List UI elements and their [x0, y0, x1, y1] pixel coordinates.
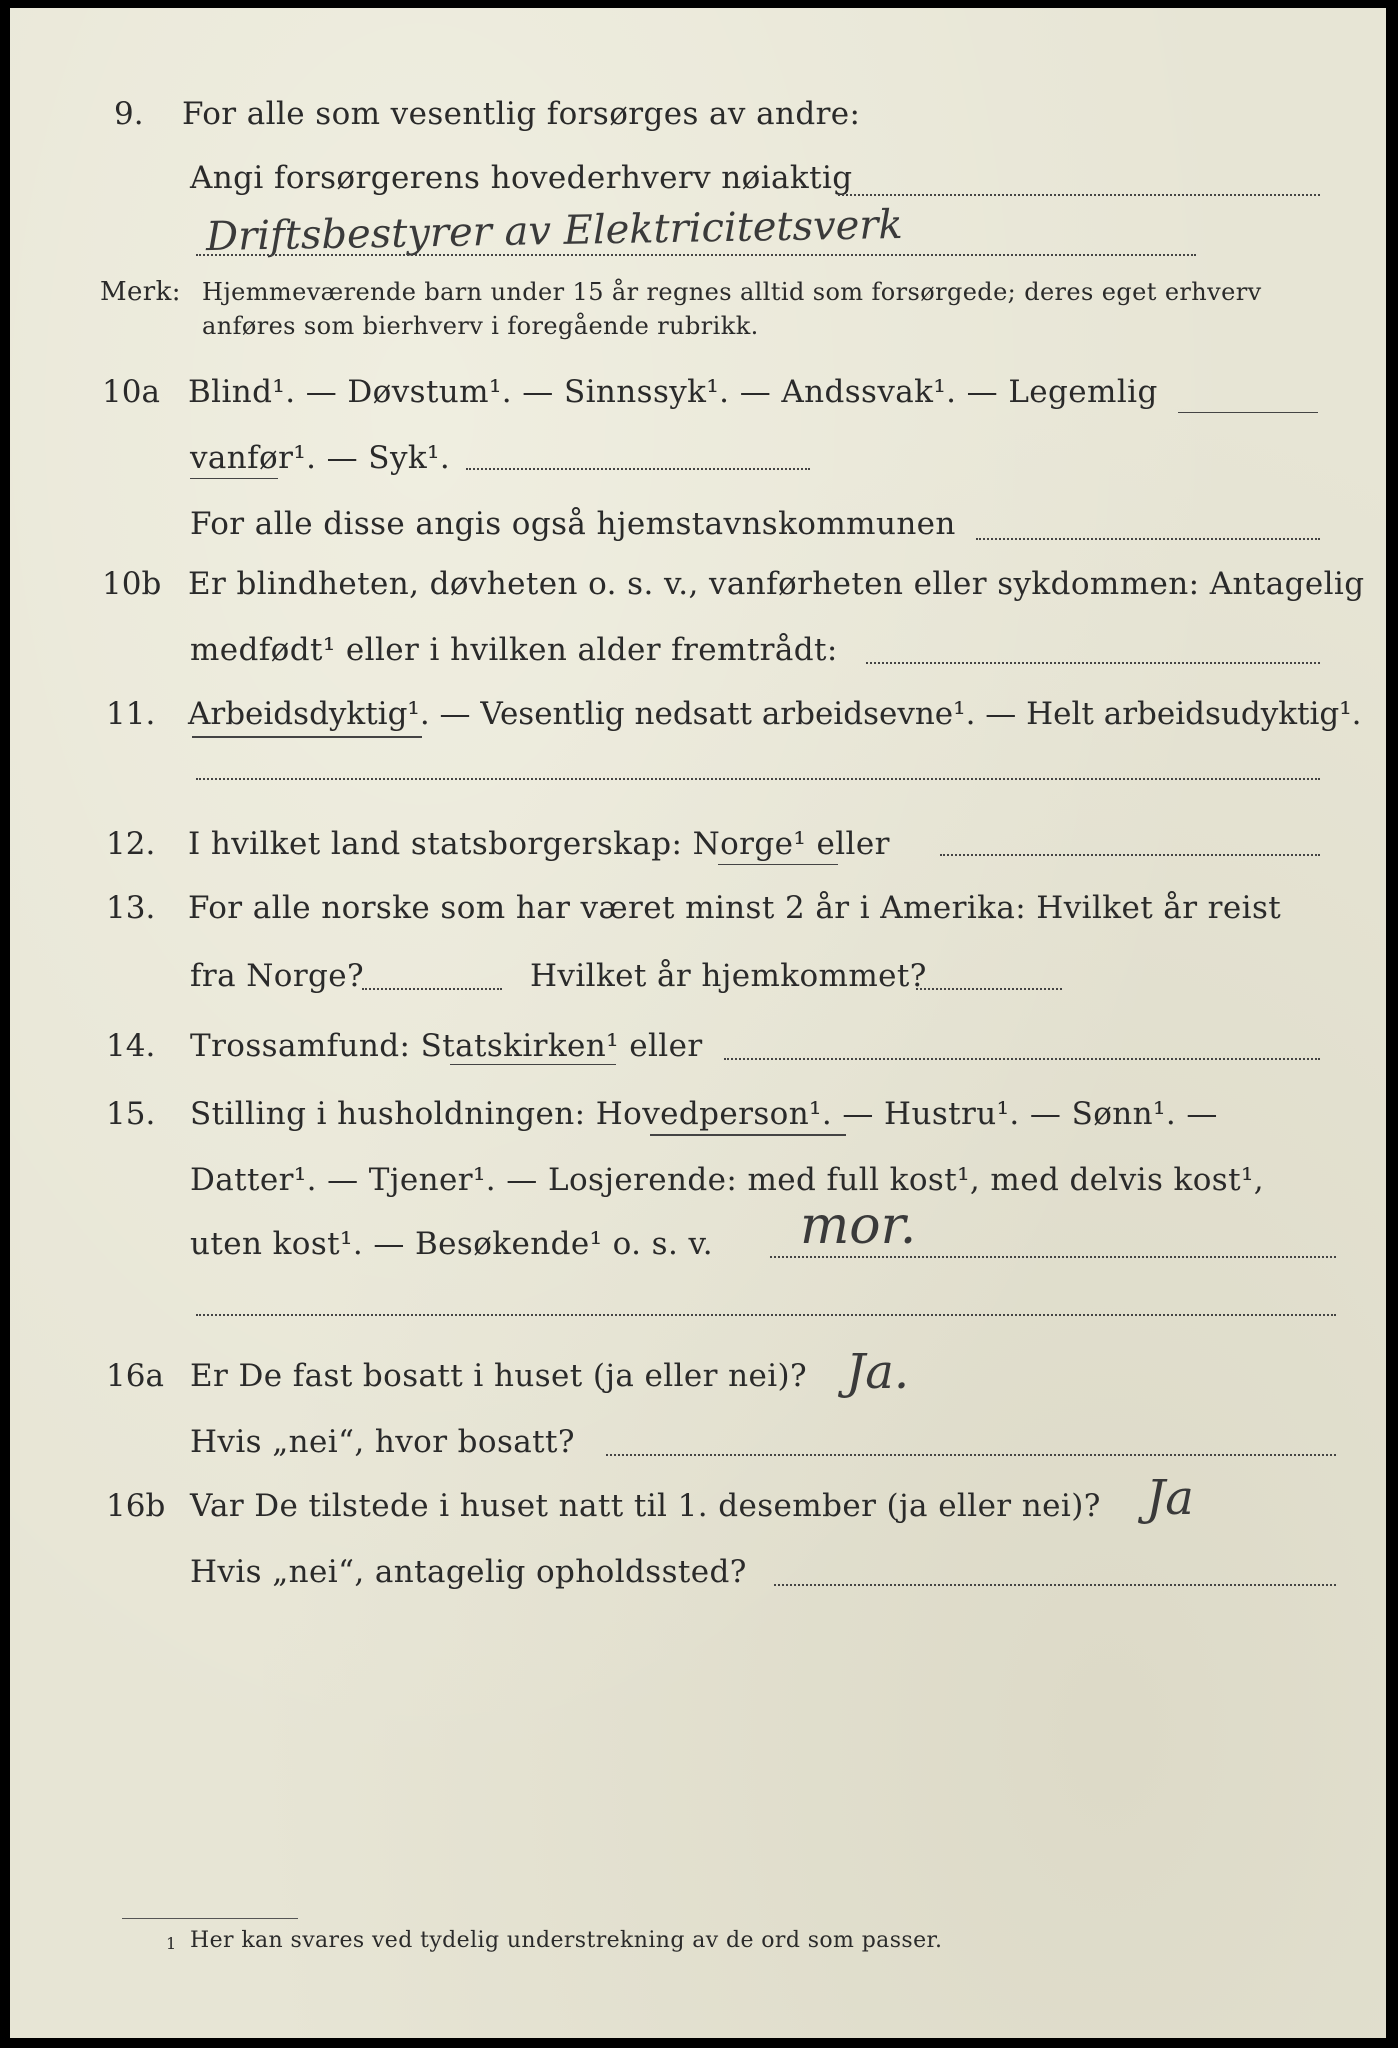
q16b-line1: Var De tilstede i huset natt til 1. desember (ja eller nei)?: [190, 1488, 1101, 1524]
q9-fill-line: [838, 194, 1320, 196]
q14-text: Trossamfund: Statskirken¹ eller: [190, 1028, 703, 1064]
q10a-legemlig-underline: [1178, 412, 1318, 413]
q11-number: 11.: [106, 696, 156, 732]
q15-line1: Stilling i husholdningen: Hovedperson¹. — Hustru¹. — Sønn¹. —: [190, 1096, 1218, 1132]
q10b-number: 10b: [102, 566, 162, 602]
q11-text: Arbeidsdyktig¹. — Vesentlig nedsatt arbeidsevne¹. — Helt arbeidsudyktig¹.: [188, 696, 1362, 732]
q12-norge-underline: [718, 864, 838, 865]
q16a-line1: Er De fast bosatt i huset (ja eller nei)?: [190, 1358, 808, 1394]
q10a-number: 10a: [102, 374, 160, 410]
q15-handwritten-answer: mor.: [800, 1196, 917, 1256]
q10b-fill-line: [866, 662, 1320, 664]
census-form-page: [10, 8, 1386, 2038]
q16a-handwritten-answer: Ja.: [846, 1344, 910, 1400]
q12-fill-line: [940, 854, 1320, 856]
merk-line1: Hjemmeværende barn under 15 år regnes alltid som forsørgede; deres eget erhverv: [202, 278, 1262, 306]
q16b-line2: Hvis „nei“, antagelig opholdssted?: [190, 1554, 747, 1590]
q14-fill-line: [724, 1058, 1320, 1060]
q10a-line1: Blind¹. — Døvstum¹. — Sinnssyk¹. — Andssvak¹. — Legemlig: [188, 374, 1158, 410]
q9-number: 9.: [114, 96, 144, 132]
q15-fill-line-2: [196, 1314, 1336, 1316]
q10a-fill-line: [466, 468, 810, 470]
q12-text: I hvilket land statsborgerskap: Norge¹ eller: [188, 826, 890, 862]
q10a-line3: For alle disse angis også hjemstavnskommunen: [190, 506, 956, 542]
q15-line2: Datter¹. — Tjener¹. — Losjerende: med full kost¹, med delvis kost¹,: [190, 1162, 1265, 1198]
q15-hovedperson-underline: [650, 1134, 846, 1136]
q16b-handwritten-answer: Ja: [1146, 1470, 1194, 1526]
q16b-number: 16b: [106, 1488, 166, 1524]
q13-line1: For alle norske som har været minst 2 år i Amerika: Hvilket år reist: [188, 890, 1282, 926]
q9-sub: Angi forsørgerens hovederhverv nøiaktig: [190, 160, 853, 196]
q15-line3: uten kost¹. — Besøkende¹ o. s. v.: [190, 1226, 713, 1262]
q15-number: 15.: [106, 1096, 156, 1132]
q10b-line2: medfødt¹ eller i hvilken alder fremtrådt:: [190, 632, 838, 668]
q12-number: 12.: [106, 826, 156, 862]
q16a-number: 16a: [106, 1358, 164, 1394]
q16a-fill-line: [606, 1454, 1336, 1456]
footnote-mark: 1: [166, 1934, 177, 1953]
q9-text: For alle som vesentlig forsørges av andre:: [182, 96, 861, 132]
q13-hjemkommet-line: [916, 988, 1062, 990]
footnote-text: Her kan svares ved tydelig understrekning av de ord som passer.: [190, 1928, 943, 1953]
q13-number: 13.: [106, 890, 156, 926]
q14-statskirken-underline: [450, 1064, 616, 1065]
q13-line2a: fra Norge?: [190, 958, 365, 994]
q9-handwritten-answer: Driftsbestyrer av Elektricitetsverk: [205, 201, 904, 261]
merk-label: Merk:: [100, 277, 181, 307]
q16a-line2: Hvis „nei“, hvor bosatt?: [190, 1424, 575, 1460]
q15-fill-line: [770, 1256, 1336, 1258]
q10b-line1: Er blindheten, døvheten o. s. v., vanførheten eller sykdommen: Antagelig: [188, 566, 1365, 602]
q13-line2b: Hvilket år hjemkommet?: [530, 958, 927, 994]
q13-reist-line: [362, 988, 502, 990]
q11-fill-line: [196, 778, 1320, 780]
q10a-hjemstavn-line: [976, 538, 1320, 540]
q14-number: 14.: [106, 1028, 156, 1064]
footnote-rule: [122, 1918, 298, 1919]
q9-answer-line: [196, 254, 1196, 256]
q10a-vanfor-underline: [190, 478, 278, 479]
q11-arbeidsdyktig-underline: [192, 736, 422, 738]
q16b-fill-line: [774, 1584, 1336, 1586]
merk-line2: anføres som bierhverv i foregående rubrikk.: [202, 312, 759, 340]
q10a-line2: vanfør¹. — Syk¹.: [190, 440, 451, 476]
